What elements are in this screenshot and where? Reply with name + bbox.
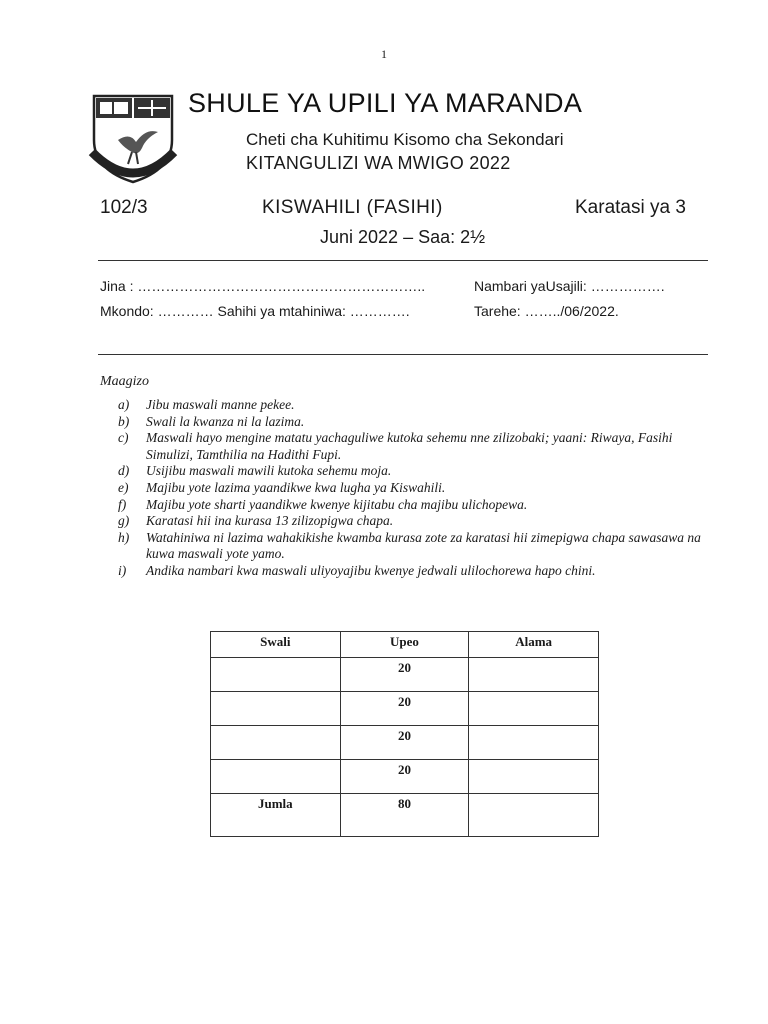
instruction-item: e) Majibu yote lazima yaandikwe kwa lugha ya Kiswahili. <box>118 479 446 495</box>
max-marks-cell: 20 <box>340 760 469 794</box>
name-field[interactable]: Jina : …………………………………………………….. <box>100 278 426 294</box>
question-cell[interactable] <box>211 658 341 692</box>
column-header-score: Alama <box>469 632 599 658</box>
paper-number: Karatasi ya 3 <box>575 197 686 218</box>
max-marks-cell: 20 <box>340 692 469 726</box>
total-label-cell: Jumla <box>211 794 341 837</box>
score-cell[interactable] <box>469 726 599 760</box>
subject-title: KISWAHILI (FASIHI) <box>262 197 443 218</box>
column-header-question: Swali <box>211 632 341 658</box>
date-field[interactable]: Tarehe: ……../06/2022. <box>474 303 619 319</box>
instruction-item: c) Maswali hayo mengine matatu yachaguliwe kutoka sehemu nne zilizobaki; yaani: Riwaya, Fasihi Simulizi, Tamthilia na Hadithi Fupi. <box>118 430 673 462</box>
stream-signature-field[interactable]: Mkondo: ………… Sahihi ya mtahiniwa: …………. <box>100 303 410 319</box>
column-header-max-marks: Upeo <box>340 632 469 658</box>
table-row <box>211 760 599 794</box>
max-marks-cell: 20 <box>340 658 469 692</box>
table-row <box>211 658 599 692</box>
instruction-item: d) Usijibu maswali mawili kutoka sehemu moja. <box>118 463 392 479</box>
total-score-cell[interactable] <box>469 794 599 837</box>
question-cell[interactable] <box>211 692 341 726</box>
marks-table <box>210 631 599 837</box>
table-header-row <box>211 632 599 658</box>
instruction-item: b) Swali la kwanza ni la lazima. <box>118 413 305 429</box>
score-cell[interactable] <box>469 692 599 726</box>
instructions-list <box>118 397 718 580</box>
exam-certificate-title: Cheti cha Kuhitimu Kisomo cha Sekondari <box>246 130 564 149</box>
school-name: SHULE YA UPILI YA MARANDA <box>188 88 583 118</box>
exam-date-time: Juni 2022 – Saa: 2½ <box>320 227 486 247</box>
registration-number-field[interactable]: Nambari yaUsajili: ……………. <box>474 278 665 294</box>
exam-series-title: KITANGULIZI WA MWIGO 2022 <box>246 153 511 173</box>
table-row <box>211 726 599 760</box>
question-cell[interactable] <box>211 760 341 794</box>
question-cell[interactable] <box>211 726 341 760</box>
table-total-row <box>211 794 599 837</box>
paper-code: 102/3 <box>100 197 148 218</box>
score-cell[interactable] <box>469 658 599 692</box>
instruction-item: h) Watahiniwa ni lazima wahakikishe kwamba kurasa zote za karatasi hii zimepigwa chapa sawasawa na kuwa maswali yote yamo. <box>118 529 701 562</box>
table-row <box>211 692 599 726</box>
max-marks-cell: 20 <box>340 726 469 760</box>
instructions-title: Maagizo <box>100 374 149 389</box>
instruction-item: g) Karatasi hii ina kurasa 13 zilizopigwa chapa. <box>118 513 394 529</box>
school-crest-logo <box>88 92 178 184</box>
instruction-item: i) Andika nambari kwa maswali uliyoyajibu kwenye jedwali ulilochorewa hapo chini. <box>118 562 596 578</box>
total-max-cell: 80 <box>340 794 469 837</box>
page-number: 1 <box>381 47 387 61</box>
score-cell[interactable] <box>469 760 599 794</box>
instruction-item: a) Jibu maswali manne pekee. <box>118 397 295 412</box>
divider-top <box>98 260 708 261</box>
instruction-item: f) Majibu yote sharti yaandikwe kwenye kijitabu cha majibu ulichopewa. <box>118 496 528 512</box>
divider-bottom <box>98 354 708 355</box>
